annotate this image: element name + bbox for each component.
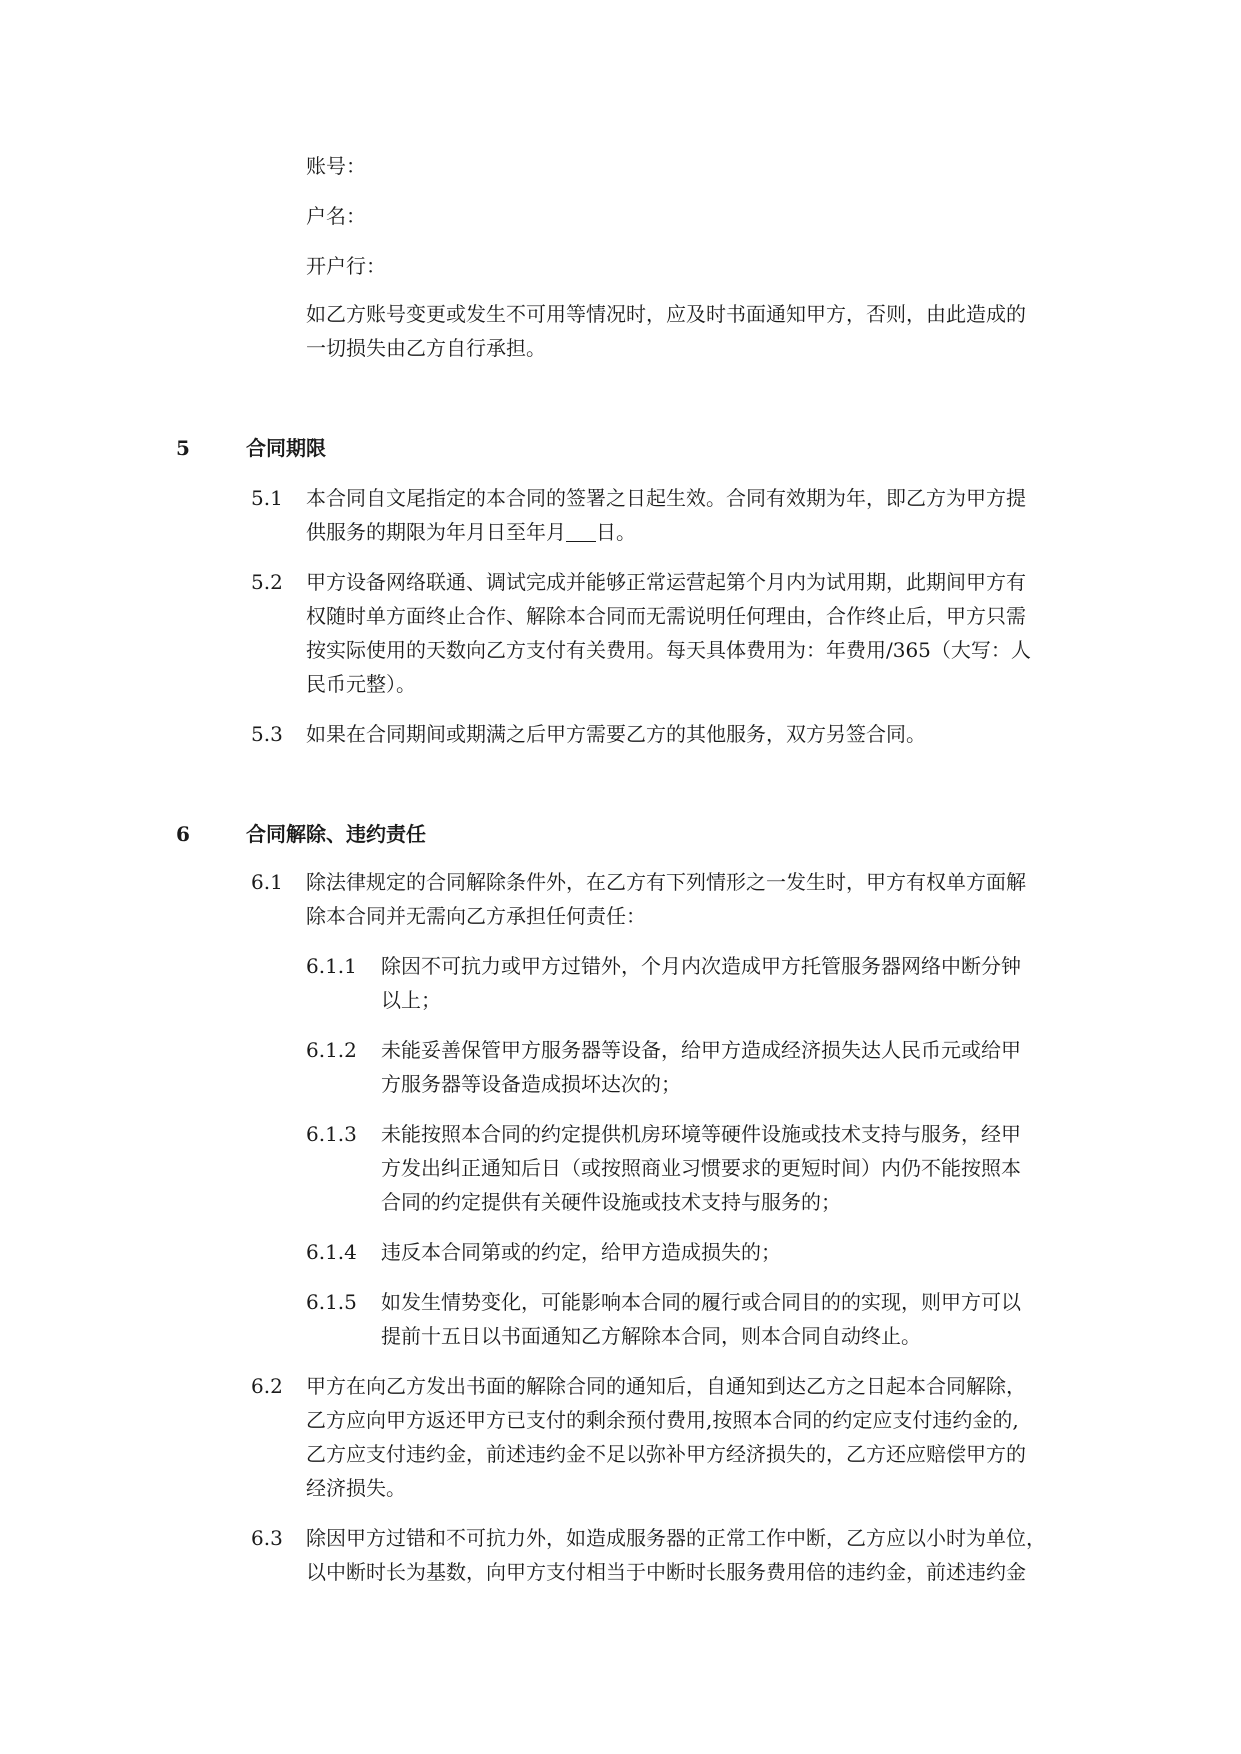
account-name-label: 户名： [306, 204, 366, 228]
section-title: 合同期限 [246, 436, 326, 460]
fill-blank [566, 521, 596, 542]
clause-line: 经济损失。 [306, 1476, 406, 1500]
subclause-line: 未能妥善保管甲方服务器等设备，给甲方造成经济损失达人民币元或给甲 [381, 1038, 1021, 1062]
section-number: 6 [176, 822, 190, 846]
clause-line: 如果在合同期间或期满之后甲方需要乙方的其他服务，双方另签合同。 [306, 722, 926, 746]
clause-number: 6.2 [251, 1374, 283, 1398]
clause-number: 6.1 [251, 870, 283, 894]
clause-line: 乙方应向甲方返还甲方已支付的剩余预付费用,按照本合同的约定应支付违约金的, [306, 1408, 1019, 1432]
clause-text: 日。 [596, 520, 636, 544]
subclause-number: 6.1.2 [306, 1038, 357, 1062]
subclause-number: 6.1.5 [306, 1290, 357, 1314]
clause-text: 供服务的期限为年月日至年月 [306, 520, 566, 544]
clause-line: 以中断时长为基数，向甲方支付相当于中断时长服务费用倍的违约金，前述违约金 [306, 1560, 1026, 1584]
clause-number: 5.2 [251, 570, 283, 594]
clause-line: 除本合同并无需向乙方承担任何责任： [306, 904, 646, 928]
clause-line: 民币元整）。 [306, 672, 416, 696]
clause-line: 乙方应支付违约金，前述违约金不足以弥补甲方经济损失的，乙方还应赔偿甲方的 [306, 1442, 1026, 1466]
clause-line: 除法律规定的合同解除条件外，在乙方有下列情形之一发生时，甲方有权单方面解 [306, 870, 1026, 894]
bank-label: 开户行： [306, 254, 386, 278]
subclause-line: 方服务器等设备造成损坏达次的； [381, 1072, 681, 1096]
clause-line [306, 518, 636, 546]
subclause-line: 以上； [381, 988, 441, 1012]
clause-line: 甲方在向乙方发出书面的解除合同的通知后，自通知到达乙方之日起本合同解除， [306, 1374, 1026, 1398]
clause-line: 本合同自文尾指定的本合同的签署之日起生效。合同有效期为年，即乙方为甲方提 [306, 486, 1026, 510]
clause-line: 甲方设备网络联通、调试完成并能够正常运营起第个月内为试用期，此期间甲方有 [306, 570, 1026, 594]
clause-line: 除因甲方过错和不可抗力外，如造成服务器的正常工作中断，乙方应以小时为单位， [306, 1526, 1046, 1550]
bank-notice-line: 一切损失由乙方自行承担。 [306, 336, 546, 360]
account-label: 账号： [306, 154, 366, 178]
subclause-number: 6.1.4 [306, 1240, 357, 1264]
subclause-line: 违反本合同第或的约定，给甲方造成损失的； [381, 1240, 781, 1264]
subclause-line: 提前十五日以书面通知乙方解除本合同，则本合同自动终止。 [381, 1324, 921, 1348]
clause-number: 5.3 [251, 722, 283, 746]
clause-line: 按实际使用的天数向乙方支付有关费用。每天具体费用为：年费用/365（大写：人 [306, 638, 1031, 662]
subclause-number: 6.1.3 [306, 1122, 357, 1146]
section-number: 5 [176, 436, 190, 460]
subclause-line: 如发生情势变化，可能影响本合同的履行或合同目的的实现，则甲方可以 [381, 1290, 1021, 1314]
clause-number: 5.1 [251, 486, 283, 510]
subclause-line: 除因不可抗力或甲方过错外，个月内次造成甲方托管服务器网络中断分钟 [381, 954, 1021, 978]
bank-notice-line: 如乙方账号变更或发生不可用等情况时，应及时书面通知甲方，否则，由此造成的 [306, 302, 1026, 326]
subclause-number: 6.1.1 [306, 954, 357, 978]
clause-number: 6.3 [251, 1526, 283, 1550]
clause-line: 权随时单方面终止合作、解除本合同而无需说明任何理由，合作终止后，甲方只需 [306, 604, 1026, 628]
subclause-line: 合同的约定提供有关硬件设施或技术支持与服务的； [381, 1190, 841, 1214]
subclause-line: 未能按照本合同的约定提供机房环境等硬件设施或技术支持与服务，经甲 [381, 1122, 1021, 1146]
subclause-line: 方发出纠正通知后日（或按照商业习惯要求的更短时间）内仍不能按照本 [381, 1156, 1021, 1180]
section-title: 合同解除、违约责任 [246, 822, 426, 846]
